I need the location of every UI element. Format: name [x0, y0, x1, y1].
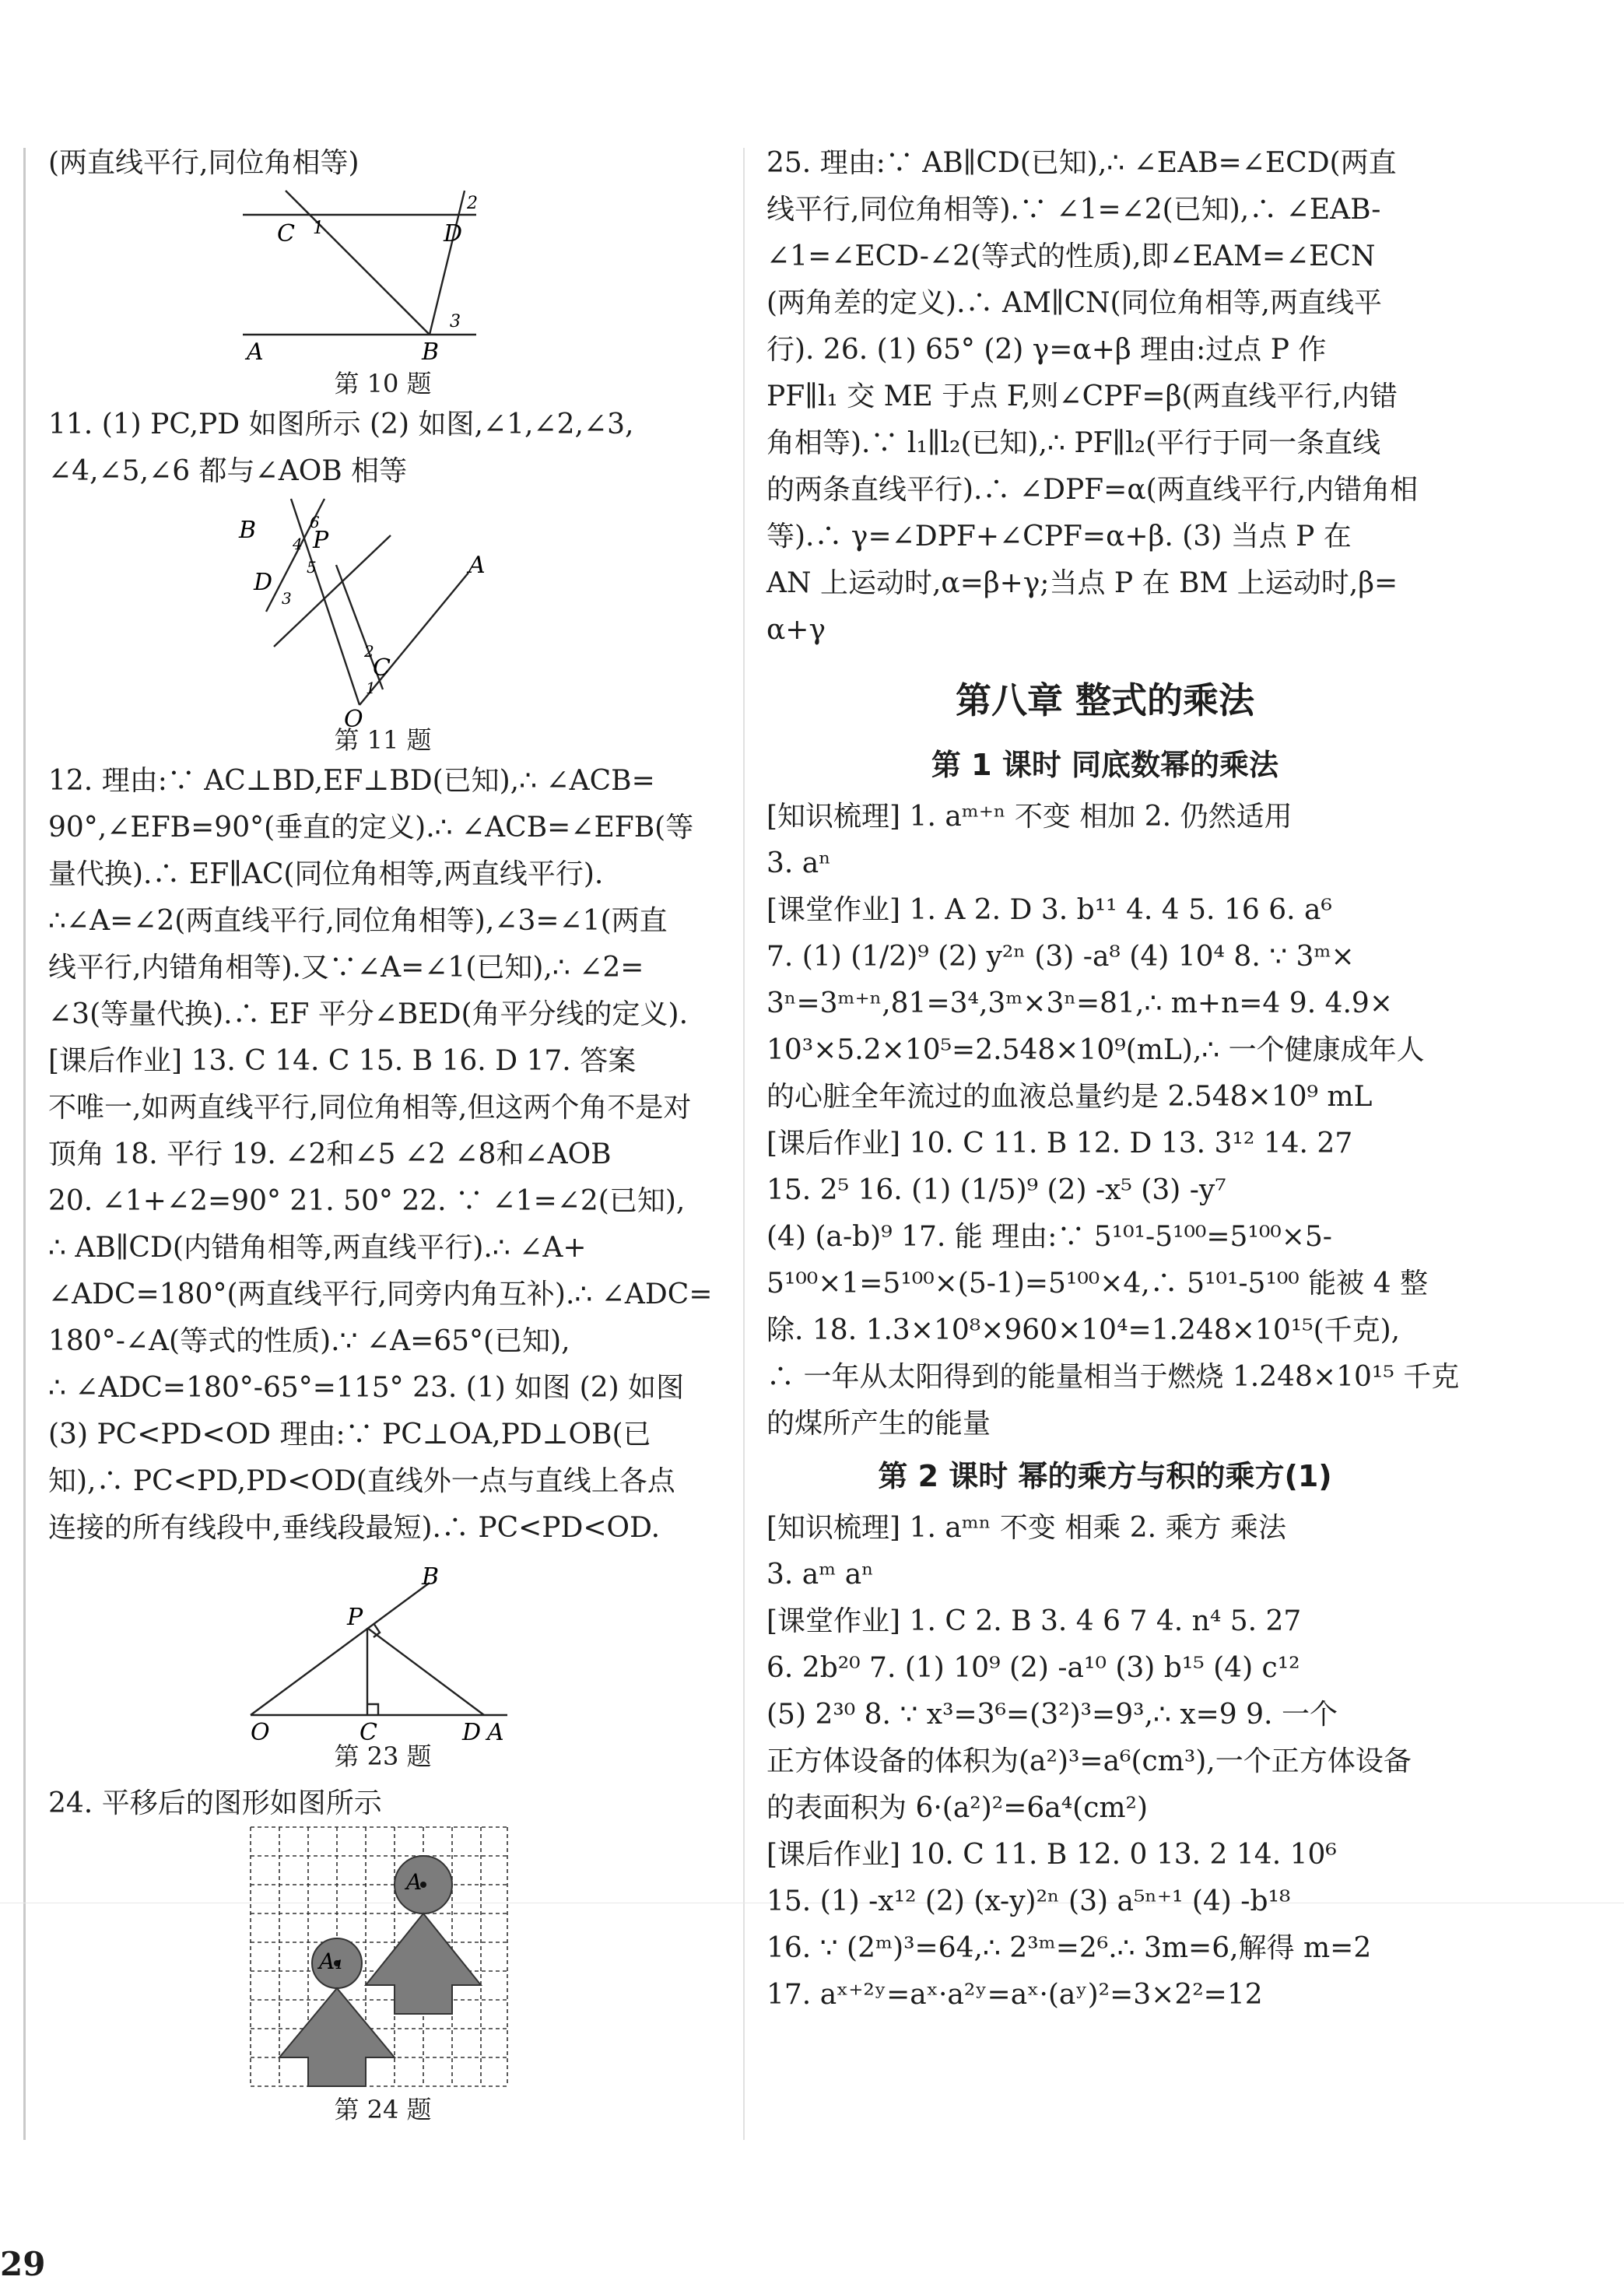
text-line: ∴ ∠ADC=180°-65°=115° 23. (1) 如图 (2) 如图 [48, 1372, 685, 1404]
label-b: B [422, 338, 440, 366]
text-line: 量代换).∴ EF∥AC(同位角相等,两直线平行). [48, 858, 604, 890]
section-title: 第 2 课时 幂的乘方与积的乘方(1) [878, 1459, 1332, 1493]
label-a1: A₁ [319, 1949, 344, 1974]
figure-11 [235, 495, 531, 733]
text-line: α+γ [766, 614, 826, 646]
text-line: (5) 2³⁰ 8. ∵ x³=3⁶=(3²)³=9³,∴ x=9 9. 一个 [766, 1699, 1338, 1731]
text-line: 等).∴ γ=∠DPF+∠CPF=α+β. (3) 当点 P 在 [766, 521, 1352, 552]
label-angle-2: 2 [467, 194, 478, 213]
text-line: 24. 平移后的图形如图所示 [48, 1787, 382, 1819]
text-line: ∴ AB∥CD(内错角相等,两直线平行).∴ ∠A+ [48, 1232, 587, 1264]
text-line: [知识梳理] 1. aᵐ⁺ⁿ 不变 相加 2. 仍然适用 [766, 801, 1293, 833]
label-d: D [254, 569, 273, 596]
text-line: 180°-∠A(等式的性质).∵ ∠A=65°(已知), [48, 1325, 570, 1357]
text-line: 10³×5.2×10⁵=2.548×10⁹(mL),∴ 一个健康成年人 [766, 1034, 1425, 1066]
label-c: C [360, 1719, 377, 1746]
label-angle-6: 6 [310, 513, 320, 531]
label-angle-4: 4 [293, 535, 303, 553]
label-angle-1: 1 [313, 219, 324, 238]
chapter-title: 第八章 整式的乘法 [955, 679, 1254, 721]
label-p: P [313, 527, 329, 554]
text-line: ∴ 一年从太阳得到的能量相当于燃烧 1.248×10¹⁵ 千克 [766, 1361, 1460, 1393]
label-p: P [347, 1604, 363, 1631]
text-line: 正方体设备的体积为(a²)³=a⁶(cm³),一个正方体设备 [766, 1745, 1412, 1777]
label-angle-3: 3 [282, 589, 292, 608]
label-angle-1: 1 [366, 679, 376, 697]
label-angle-3: 3 [450, 312, 461, 331]
label-d: D [444, 220, 463, 247]
text-line: (两直线平行,同位角相等) [48, 147, 360, 179]
label-angle-2: 2 [364, 642, 374, 661]
text-line: [课后作业] 10. C 11. B 12. 0 13. 2 14. 10⁶ [766, 1839, 1337, 1871]
text-line: 行). 26. (1) 65° (2) γ=α+β 理由:过点 P 作 [766, 334, 1327, 366]
page-number: 29 [0, 2245, 46, 2283]
text-line: 除. 18. 1.3×10⁸×960×10⁴=1.248×10¹⁵(千克), [766, 1314, 1401, 1346]
text-line: 连接的所有线段中,垂线段最短).∴ PC<PD<OD. [48, 1512, 661, 1544]
text-line: [课后作业] 13. C 14. C 15. B 16. D 17. 答案 [48, 1045, 637, 1077]
label-a: A [468, 552, 486, 579]
text-line: 不唯一,如两直线平行,同位角相等,但这两个角不是对 [48, 1092, 692, 1124]
text-line: 11. (1) PC,PD 如图所示 (2) 如图,∠1,∠2,∠3, [48, 409, 634, 440]
left-column [48, 140, 717, 2127]
text-line: 线平行,内错角相等).又∵∠A=∠1(已知),∴ ∠2= [48, 952, 644, 984]
label-angle-5: 5 [307, 558, 317, 577]
text-line: 线平行,同位角相等).∵ ∠1=∠2(已知),∴ ∠EAB- [766, 194, 1381, 226]
text-line: 6. 2b²⁰ 7. (1) 10⁹ (2) -a¹⁰ (3) b¹⁵ (4) c¹² [766, 1652, 1300, 1684]
label-c: C [277, 220, 295, 247]
label-a: A [406, 1869, 423, 1895]
text-line: ∠3(等量代换).∴ EF 平分∠BED(角平分线的定义). [48, 998, 689, 1030]
text-line: 顶角 18. 平行 19. ∠2和∠5 ∠2 ∠8和∠AOB [48, 1138, 612, 1170]
text-line: 3. aᵐ aⁿ [766, 1559, 874, 1591]
text-line: 15. 2⁵ 16. (1) (1/5)⁹ (2) -x⁵ (3) -y⁷ [766, 1174, 1226, 1206]
figure-caption: 第 11 题 [334, 725, 432, 755]
label-o: O [251, 1719, 270, 1746]
text-line: ∠ADC=180°(两直线平行,同旁内角互补).∴ ∠ADC= [48, 1279, 713, 1310]
text-line: 角相等).∵ l₁∥l₂(已知),∴ PF∥l₂(平行于同一条直线 [766, 427, 1381, 459]
label-o: O [344, 706, 363, 733]
text-line: 知),∴ PC<PD,PD<OD(直线外一点与直线上各点 [48, 1465, 675, 1497]
text-line: AN 上运动时,α=β+γ;当点 P 在 BM 上运动时,β= [766, 567, 1398, 599]
label-a: A [247, 338, 264, 366]
text-line: 的两条直线平行).∴ ∠DPF=α(两直线平行,内错角相 [766, 474, 1419, 506]
text-line: (两角差的定义).∴ AM∥CN(同位角相等,两直线平 [766, 287, 1382, 319]
text-line: 90°,∠EFB=90°(垂直的定义).∴ ∠ACB=∠EFB(等 [48, 812, 694, 844]
text-line: (4) (a-b)⁹ 17. 能 理由:∵ 5¹⁰¹-5¹⁰⁰=5¹⁰⁰×5- [766, 1221, 1332, 1253]
label-b: B [239, 517, 257, 544]
text-line: ∴∠A=∠2(两直线平行,同位角相等),∠3=∠1(两直 [48, 905, 668, 937]
label-b: B [422, 1563, 440, 1591]
figure-caption: 第 10 题 [334, 369, 432, 398]
figure-10 [243, 187, 523, 366]
section-title: 第 1 课时 同底数幂的乘法 [931, 748, 1279, 782]
label-a: A [487, 1719, 504, 1746]
text-line: ∠1=∠ECD-∠2(等式的性质),即∠EAM=∠ECN [766, 240, 1376, 272]
text-line: (3) PC<PD<OD 理由:∵ PC⊥OA,PD⊥OB(已 [48, 1419, 651, 1450]
text-line: 25. 理由:∵ AB∥CD(已知),∴ ∠EAB=∠ECD(两直 [766, 147, 1397, 179]
figure-caption: 第 23 题 [334, 1742, 432, 1771]
figure-24 [251, 1827, 515, 2092]
text-line: 的表面积为 6·(a²)²=6a⁴(cm²) [766, 1792, 1148, 1824]
label-c: C [373, 654, 391, 682]
column-divider [743, 148, 745, 2140]
text-line: 15. (1) -x¹² (2) (x-y)²ⁿ (3) a⁵ⁿ⁺¹ (4) -b¹⁸ [766, 1885, 1291, 1917]
text-line: 5¹⁰⁰×1=5¹⁰⁰×(5-1)=5¹⁰⁰×4,∴ 5¹⁰¹-5¹⁰⁰ 能被 4 整 [766, 1268, 1428, 1300]
text-line: [课后作业] 10. C 11. B 12. D 13. 3¹² 14. 27 [766, 1128, 1353, 1159]
text-line: [知识梳理] 1. aᵐⁿ 不变 相乘 2. 乘方 乘法 [766, 1512, 1287, 1544]
text-line: 的心脏全年流过的血液总量约是 2.548×10⁹ mL [766, 1081, 1373, 1113]
figure-23 [251, 1563, 515, 1746]
text-line: 20. ∠1+∠2=90° 21. 50° 22. ∵ ∠1=∠2(已知), [48, 1185, 686, 1217]
label-d: D [462, 1719, 482, 1746]
text-line: 16. ∵ (2ᵐ)³=64,∴ 2³ᵐ=2⁶.∴ 3m=6,解得 m=2 [766, 1932, 1372, 1964]
text-line: PF∥l₁ 交 ME 于点 F,则∠CPF=β(两直线平行,内错 [766, 381, 1398, 412]
text-line: 3. aⁿ [766, 847, 831, 879]
figure-caption: 第 24 题 [334, 2095, 432, 2124]
text-line: [课堂作业] 1. A 2. D 3. b¹¹ 4. 4 5. 16 6. a⁶ [766, 894, 1332, 926]
text-line: 17. aˣ⁺²ʸ=aˣ·a²ʸ=aˣ·(aʸ)²=3×2²=12 [766, 1979, 1263, 2011]
text-line: ∠4,∠5,∠6 都与∠AOB 相等 [48, 455, 408, 487]
left-margin-bar [23, 148, 26, 2140]
text-line: 的煤所产生的能量 [766, 1408, 991, 1440]
text-line: [课堂作业] 1. C 2. B 3. 4 6 7 4. n⁴ 5. 27 [766, 1605, 1302, 1637]
text-line: 12. 理由:∵ AC⊥BD,EF⊥BD(已知),∴ ∠ACB= [48, 765, 655, 797]
text-line: 3ⁿ=3ᵐ⁺ⁿ,81=3⁴,3ᵐ×3ⁿ=81,∴ m+n=4 9. 4.9× [766, 987, 1393, 1019]
text-line: 7. (1) (1/2)⁹ (2) y²ⁿ (3) -a⁸ (4) 10⁴ 8. ∵ 3ᵐ× [766, 941, 1355, 973]
right-column [766, 140, 1460, 2019]
